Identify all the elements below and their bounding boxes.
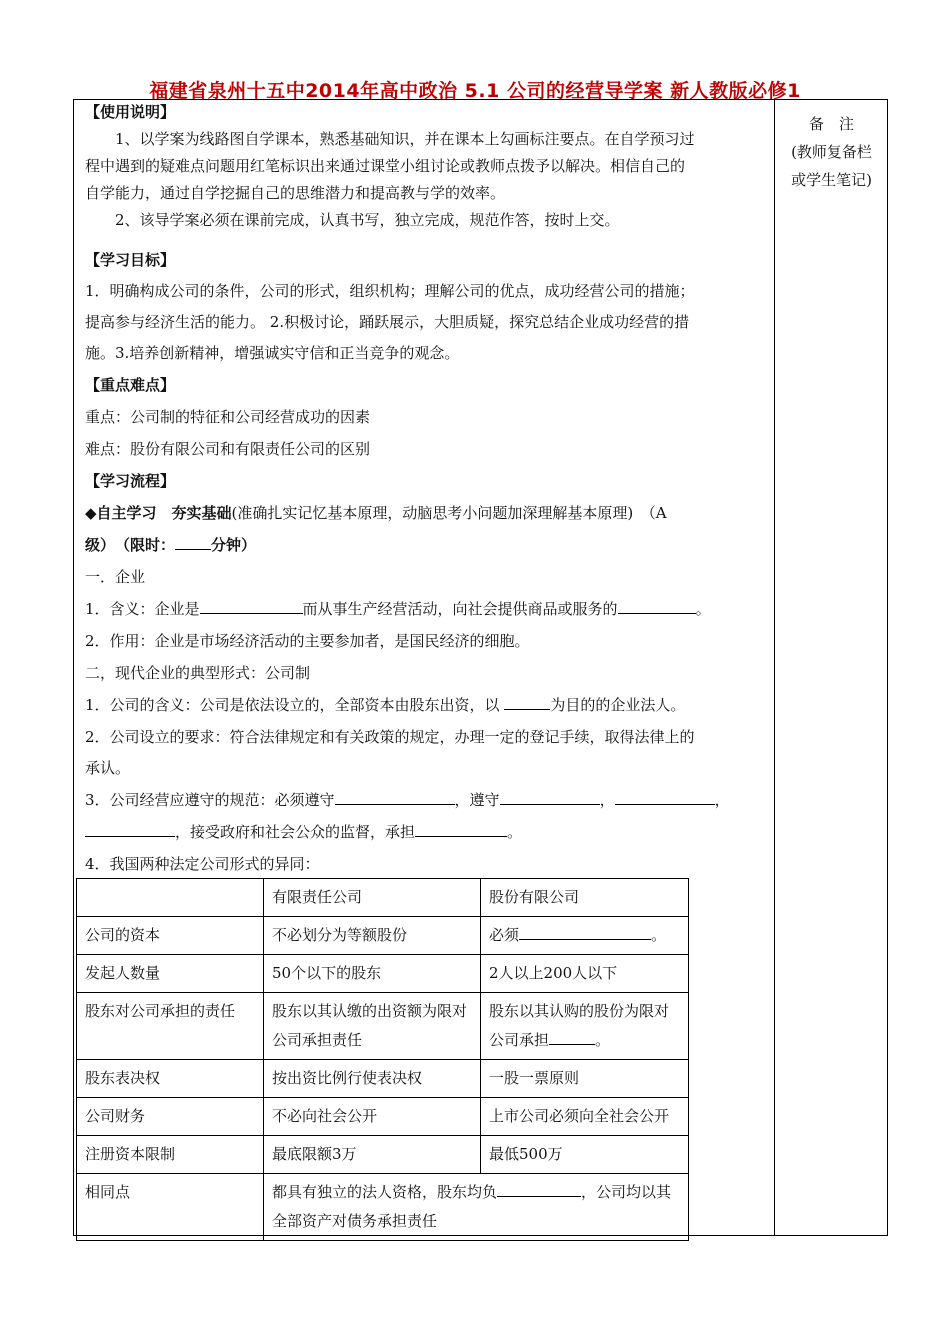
liability-period: 。 — [595, 1031, 611, 1049]
self-study-label: ◆自主学习 夯实基础 — [85, 504, 232, 522]
table-cell: 股东以其认缴的出资额为限对公司承担责任 — [264, 993, 481, 1060]
company-def-blank[interactable] — [504, 695, 550, 710]
enterprise-role: 2．作用：企业是市场经济活动的主要参加者，是国民经济的细胞。 — [85, 632, 530, 650]
table-cell: 公司财务 — [77, 1098, 264, 1136]
table-cell: 股东表决权 — [77, 1060, 264, 1098]
common-text-a: 都具有独立的法人资格，股东均负 — [272, 1183, 498, 1201]
table-cell: 不必向社会公开 — [264, 1098, 481, 1136]
company-norms-line1 — [85, 789, 730, 811]
key-difficulty: 难点：股份有限公司和有限责任公司的区别 — [85, 440, 371, 458]
norms-text-e: ，接受政府和社会公众的监督，承担 — [175, 823, 416, 841]
table-cell: 最低500万 — [481, 1136, 689, 1174]
notes-column-divider — [774, 100, 775, 1235]
section1-title: 一．企业 — [85, 568, 146, 586]
key-focus: 重点：公司制的特征和公司经营成功的因素 — [85, 408, 371, 426]
goals-line3: 施。3.培养创新精神，增强诚实守信和正当竞争的观念。 — [85, 344, 460, 362]
company-norms-line2 — [85, 821, 522, 843]
goals-line1: 1．明确构成公司的条件，公司的形式，组织机构；理解公司的优点，成功经营公司的措施； — [85, 282, 695, 300]
notes-column — [775, 110, 888, 194]
notes-heading: 备 注 — [808, 115, 854, 133]
def-text-c: 。 — [695, 600, 711, 618]
document-title: 福建省泉州十五中2014年高中政治 5.1 公司的经营导学案 新人教版必修1 — [149, 80, 801, 102]
usage-p1-line2: 程中遇到的疑难点问题用红笔标识出来通过课堂小组讨论或教师点拨予以解决。相信自己的 — [85, 157, 686, 175]
table-cell: 按出资比例行使表决权 — [264, 1060, 481, 1098]
table-cell: 不必划分为等额股份 — [264, 917, 481, 955]
table-row — [77, 993, 689, 1060]
enterprise-definition — [85, 598, 711, 620]
common-blank[interactable] — [497, 1182, 581, 1197]
norms-text-b: ，遵守 — [454, 791, 500, 809]
common-text-b: ，公司均以其全部资产对债务承担责任 — [272, 1183, 672, 1230]
liability-text: 股东以其认购的股份为限对公司承担 — [489, 1002, 670, 1049]
norms-text-f: 。 — [507, 823, 523, 841]
usage-heading: 【使用说明】 — [85, 103, 176, 121]
company-forms-table — [76, 878, 689, 1241]
goals-line2: 提高参与经济生活的能力。 2.积极讨论，踊跃展示，大胆质疑，探究总结企业成功经营的措 — [85, 313, 690, 331]
section2-title: 二，现代企业的典型形式：公司制 — [85, 664, 311, 682]
table-cell: 公司的资本 — [77, 917, 264, 955]
table-cell: 相同点 — [77, 1174, 264, 1241]
table-row — [77, 1174, 689, 1241]
norms-blank-1[interactable] — [335, 790, 455, 805]
table-cell: 50个以下的股东 — [264, 955, 481, 993]
norms-blank-5[interactable] — [415, 822, 507, 837]
time-limit-label: 级） （限时： — [85, 536, 176, 554]
norms-text-d: ， — [714, 791, 730, 809]
notes-line-2: 或学生笔记) — [791, 171, 872, 189]
table-row — [77, 955, 689, 993]
time-limit-blank[interactable] — [175, 535, 211, 550]
table-row — [77, 917, 689, 955]
company-def-b: 为目的的企业法人。 — [550, 696, 686, 714]
table-row — [77, 1136, 689, 1174]
company-forms-intro: 4．我国两种法定公司形式的异同： — [85, 855, 320, 873]
table-cell — [77, 879, 264, 917]
table-cell: 2人以上200人以下 — [481, 955, 689, 993]
table-cell: 股东对公司承担的责任 — [77, 993, 264, 1060]
company-setup-line1: 2．公司设立的要求：符合法律规定和有关政策的规定，办理一定的登记手续，取得法律上的 — [85, 728, 695, 746]
table-cell — [481, 917, 689, 955]
self-study-note: (准确扎实记忆基本原理，动脑思考小问题加深理解基本原理) （A — [231, 504, 667, 522]
table-cell: 发起人数量 — [77, 955, 264, 993]
goals-heading: 【学习目标】 — [85, 251, 176, 269]
capital-text: 必须 — [489, 926, 520, 944]
key-heading: 【重点难点】 — [85, 376, 176, 394]
table-cell: 上市公司必须向全社会公开 — [481, 1098, 689, 1136]
usage-p2: 2、该导学案必须在课前完成，认真书写，独立完成，规范作答，按时上交。 — [115, 211, 620, 229]
norms-text-c: ， — [599, 791, 615, 809]
usage-p1-line1: 1、以学案为线路图自学课本，熟悉基础知识，并在课本上勾画标注要点。在自学预习过 — [115, 130, 695, 148]
capital-blank[interactable] — [519, 925, 651, 940]
table-row — [77, 1060, 689, 1098]
time-limit-line — [85, 534, 256, 556]
norms-blank-4[interactable] — [85, 822, 175, 837]
notes-line-1: (教师复备栏 — [791, 143, 872, 161]
self-study-line — [85, 502, 667, 524]
table-cell: 有限责任公司 — [264, 879, 481, 917]
def-blank-2[interactable] — [618, 599, 696, 614]
table-row — [77, 1098, 689, 1136]
table-row — [77, 879, 689, 917]
company-def-a: 1．公司的含义：公司是依法设立的，全部资本由股东出资，以 — [85, 696, 500, 714]
time-limit-tail: 分钟） — [211, 536, 257, 554]
def-text-a: 1．含义：企业是 — [85, 600, 200, 618]
flow-heading: 【学习流程】 — [85, 472, 176, 490]
company-setup-line2: 承认。 — [85, 759, 131, 777]
norms-blank-3[interactable] — [615, 790, 715, 805]
company-definition — [85, 694, 685, 716]
table-cell: 注册资本限制 — [77, 1136, 264, 1174]
table-cell — [481, 993, 689, 1060]
liability-blank[interactable] — [549, 1030, 595, 1045]
table-cell: 一股一票原则 — [481, 1060, 689, 1098]
capital-period: 。 — [651, 926, 667, 944]
def-blank-1[interactable] — [200, 599, 303, 614]
usage-p1-line3: 自学能力，通过自学挖掘自己的思维潜力和提高教与学的效率。 — [85, 184, 506, 202]
def-text-b: 而从事生产经营活动，向社会提供商品或服务的 — [302, 600, 618, 618]
norms-blank-2[interactable] — [500, 790, 600, 805]
norms-text-a: 3．公司经营应遵守的规范：必须遵守 — [85, 791, 335, 809]
table-cell: 最底限额3万 — [264, 1136, 481, 1174]
table-cell — [264, 1174, 689, 1241]
table-cell: 股份有限公司 — [481, 879, 689, 917]
